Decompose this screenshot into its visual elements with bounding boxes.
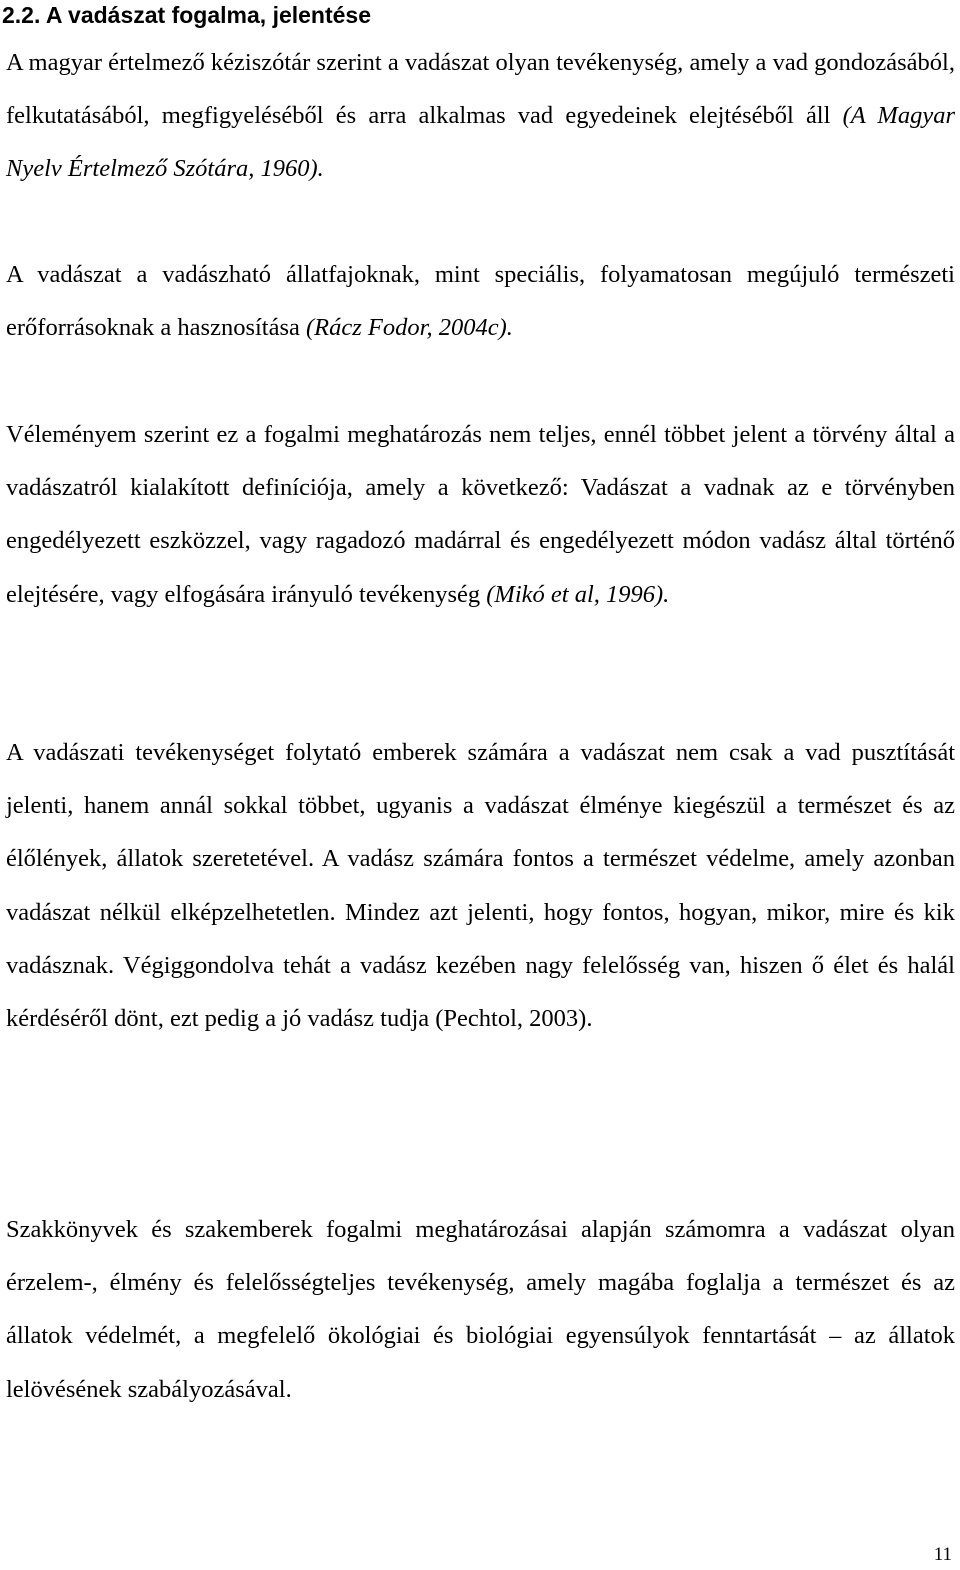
paragraph-hunting-experience: A vadászati tevékenységet folytató emberek számára a vadászat nem csak a vad pusztítását jelenti, hanem annál sokkal többet, ugyanis a vadászat élménye kiegészül a természet és az élőlények, állatok szeretetével. A vadász számára fontos a természet védelme, amely azonban vadászat nélkül elképzelhetetlen. Mindez azt jelenti, hogy fontos, hogyan, mikor, mire és kik vadásznak. Végiggondolva tehát a vadász kezében nagy felelősség van, hiszen ő élet és halál kérdéséről dönt, ezt pedig a jó vadász tudja (Pechtol, 2003). bbox=[6, 739, 955, 1033]
paragraph-text: A vadászat a vadászható állatfajoknak, mint speciális, folyamatosan megújuló természeti erőforrásoknak a hasznosítása bbox=[6, 261, 955, 342]
paragraph-definition-law bbox=[6, 408, 955, 621]
page-number: 11 bbox=[933, 1544, 952, 1565]
citation: (Rácz Fodor, 2004c). bbox=[306, 314, 513, 342]
citation: (Mikó et al, 1996). bbox=[486, 580, 670, 608]
paragraph-definition-resources bbox=[6, 248, 955, 354]
section-heading: 2.2. A vadászat fogalma, jelentése bbox=[2, 2, 372, 28]
paragraph-text: Véleményem szerint ez a fogalmi meghatározás nem teljes, ennél többet jelent a törvény által a vadászatról kialakított definíciója, amely a következő: Vadászat a vadnak az e törvényben engedélyezett eszközzel, vagy ragadozó madárral és engedélyezett módon vadász által történő elejtésére, vagy elfogására irányuló tevékenység bbox=[6, 421, 955, 608]
paragraph-own-definition: Szakkönyvek és szakemberek fogalmi meghatározásai alapján számomra a vadászat olyan érzelem-, élmény és felelősségteljes tevékenység, amely magába foglalja a természet és az állatok védelmét, a megfelelő ökológiai és biológiai egyensúlyok fenntartását – az állatok lelövésének szabályozásával. bbox=[6, 1216, 955, 1403]
citation: (A Magyar Nyelv Értelmező Szótára, 1960). bbox=[6, 102, 955, 183]
paragraph-text: A magyar értelmező kéziszótár szerint a vadászat olyan tevékenység, amely a vad gondozásából, felkutatásából, megfigyeléséből és arra alkalmas vad egyedeinek elejtéséből áll bbox=[6, 49, 955, 130]
paragraph-definition-dictionary bbox=[6, 36, 955, 196]
